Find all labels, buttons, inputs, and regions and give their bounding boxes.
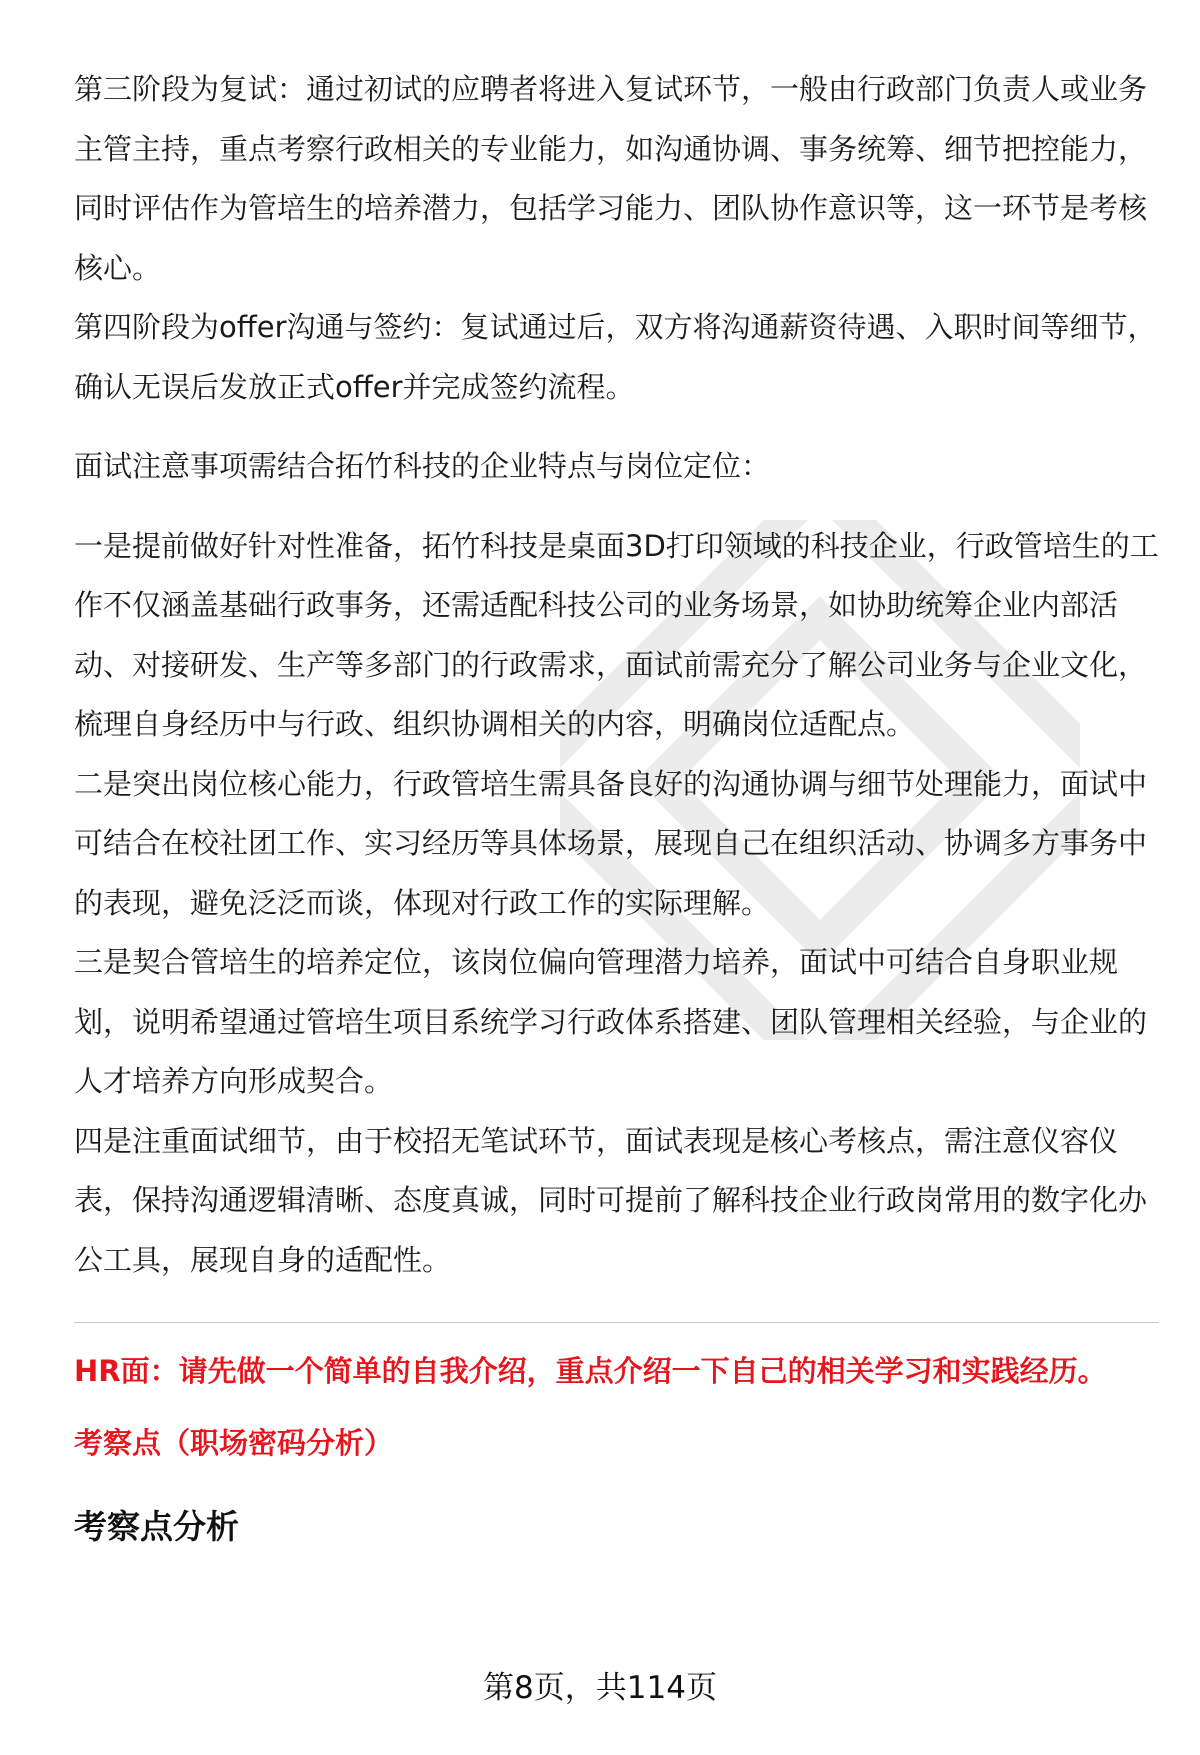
- page-footer: 第8页，共114页: [483, 1670, 717, 1706]
- section-divider: [74, 1322, 1159, 1323]
- paragraph-point-3: 三是契合管培生的培养定位，该岗位偏向管理潜力培养，面试中可结合自身职业规划，说明希望通过管培生项目系统学习行政体系搭建、团队管理相关经验，与企业的人才培养方向形成契合。: [74, 945, 1148, 1098]
- paragraph-stage-three: 第三阶段为复试：通过初试的应聘者将进入复试环节，一般由行政部门负责人或业务主管主持，重点考察行政相关的专业能力，如沟通协调、事务统筹、细节把控能力，同时评估作为管培生的培养潜力，包括学习能力、团队协作意识等，这一环节是考核核心。: [74, 72, 1148, 285]
- hr-question-subtitle: 考察点（职场密码分析）: [74, 1426, 394, 1460]
- paragraph-point-2: 二是突出岗位核心能力，行政管培生需具备良好的沟通协调与细节处理能力，面试中可结合在校社团工作、实习经历等具体场景，展现自己在组织活动、协调多方事务中的表现，避免泛泛而谈，体现对行政工作的实际理解。: [74, 766, 1148, 920]
- section-heading: 考察点分析: [74, 1507, 239, 1546]
- paragraph-point-1: 一是提前做好针对性准备，拓竹科技是桌面3D打印领域的科技企业，行政管培生的工作不仅涵盖基础行政事务，还需适配科技公司的业务场景，如协助统筹企业内部活动、对接研发、生产等多部门的行政需求，面试前需充分了解公司业务与企业文化，梳理自身经历中与行政、组织协调相关的内容，明确岗位适配点。: [74, 528, 1159, 741]
- document-page: [74, 60, 1159, 1549]
- hr-question: HR面：请先做一个简单的自我介绍，重点介绍一下自己的相关学习和实践经历。: [74, 1354, 1107, 1388]
- paragraph-intro: 面试注意事项需结合拓竹科技的企业特点与岗位定位：: [74, 449, 771, 483]
- paragraph-point-4: 四是注重面试细节，由于校招无笔试环节，面试表现是核心考核点，需注意仪容仪表，保持沟通逻辑清晰、态度真诚，同时可提前了解科技企业行政岗常用的数字化办公工具，展现自身的适配性。: [74, 1123, 1148, 1277]
- paragraph-stage-four: 第四阶段为offer沟通与签约：复试通过后，双方将沟通薪资待遇、入职时间等细节，确认无误后发放正式offer并完成签约流程。: [74, 310, 1157, 404]
